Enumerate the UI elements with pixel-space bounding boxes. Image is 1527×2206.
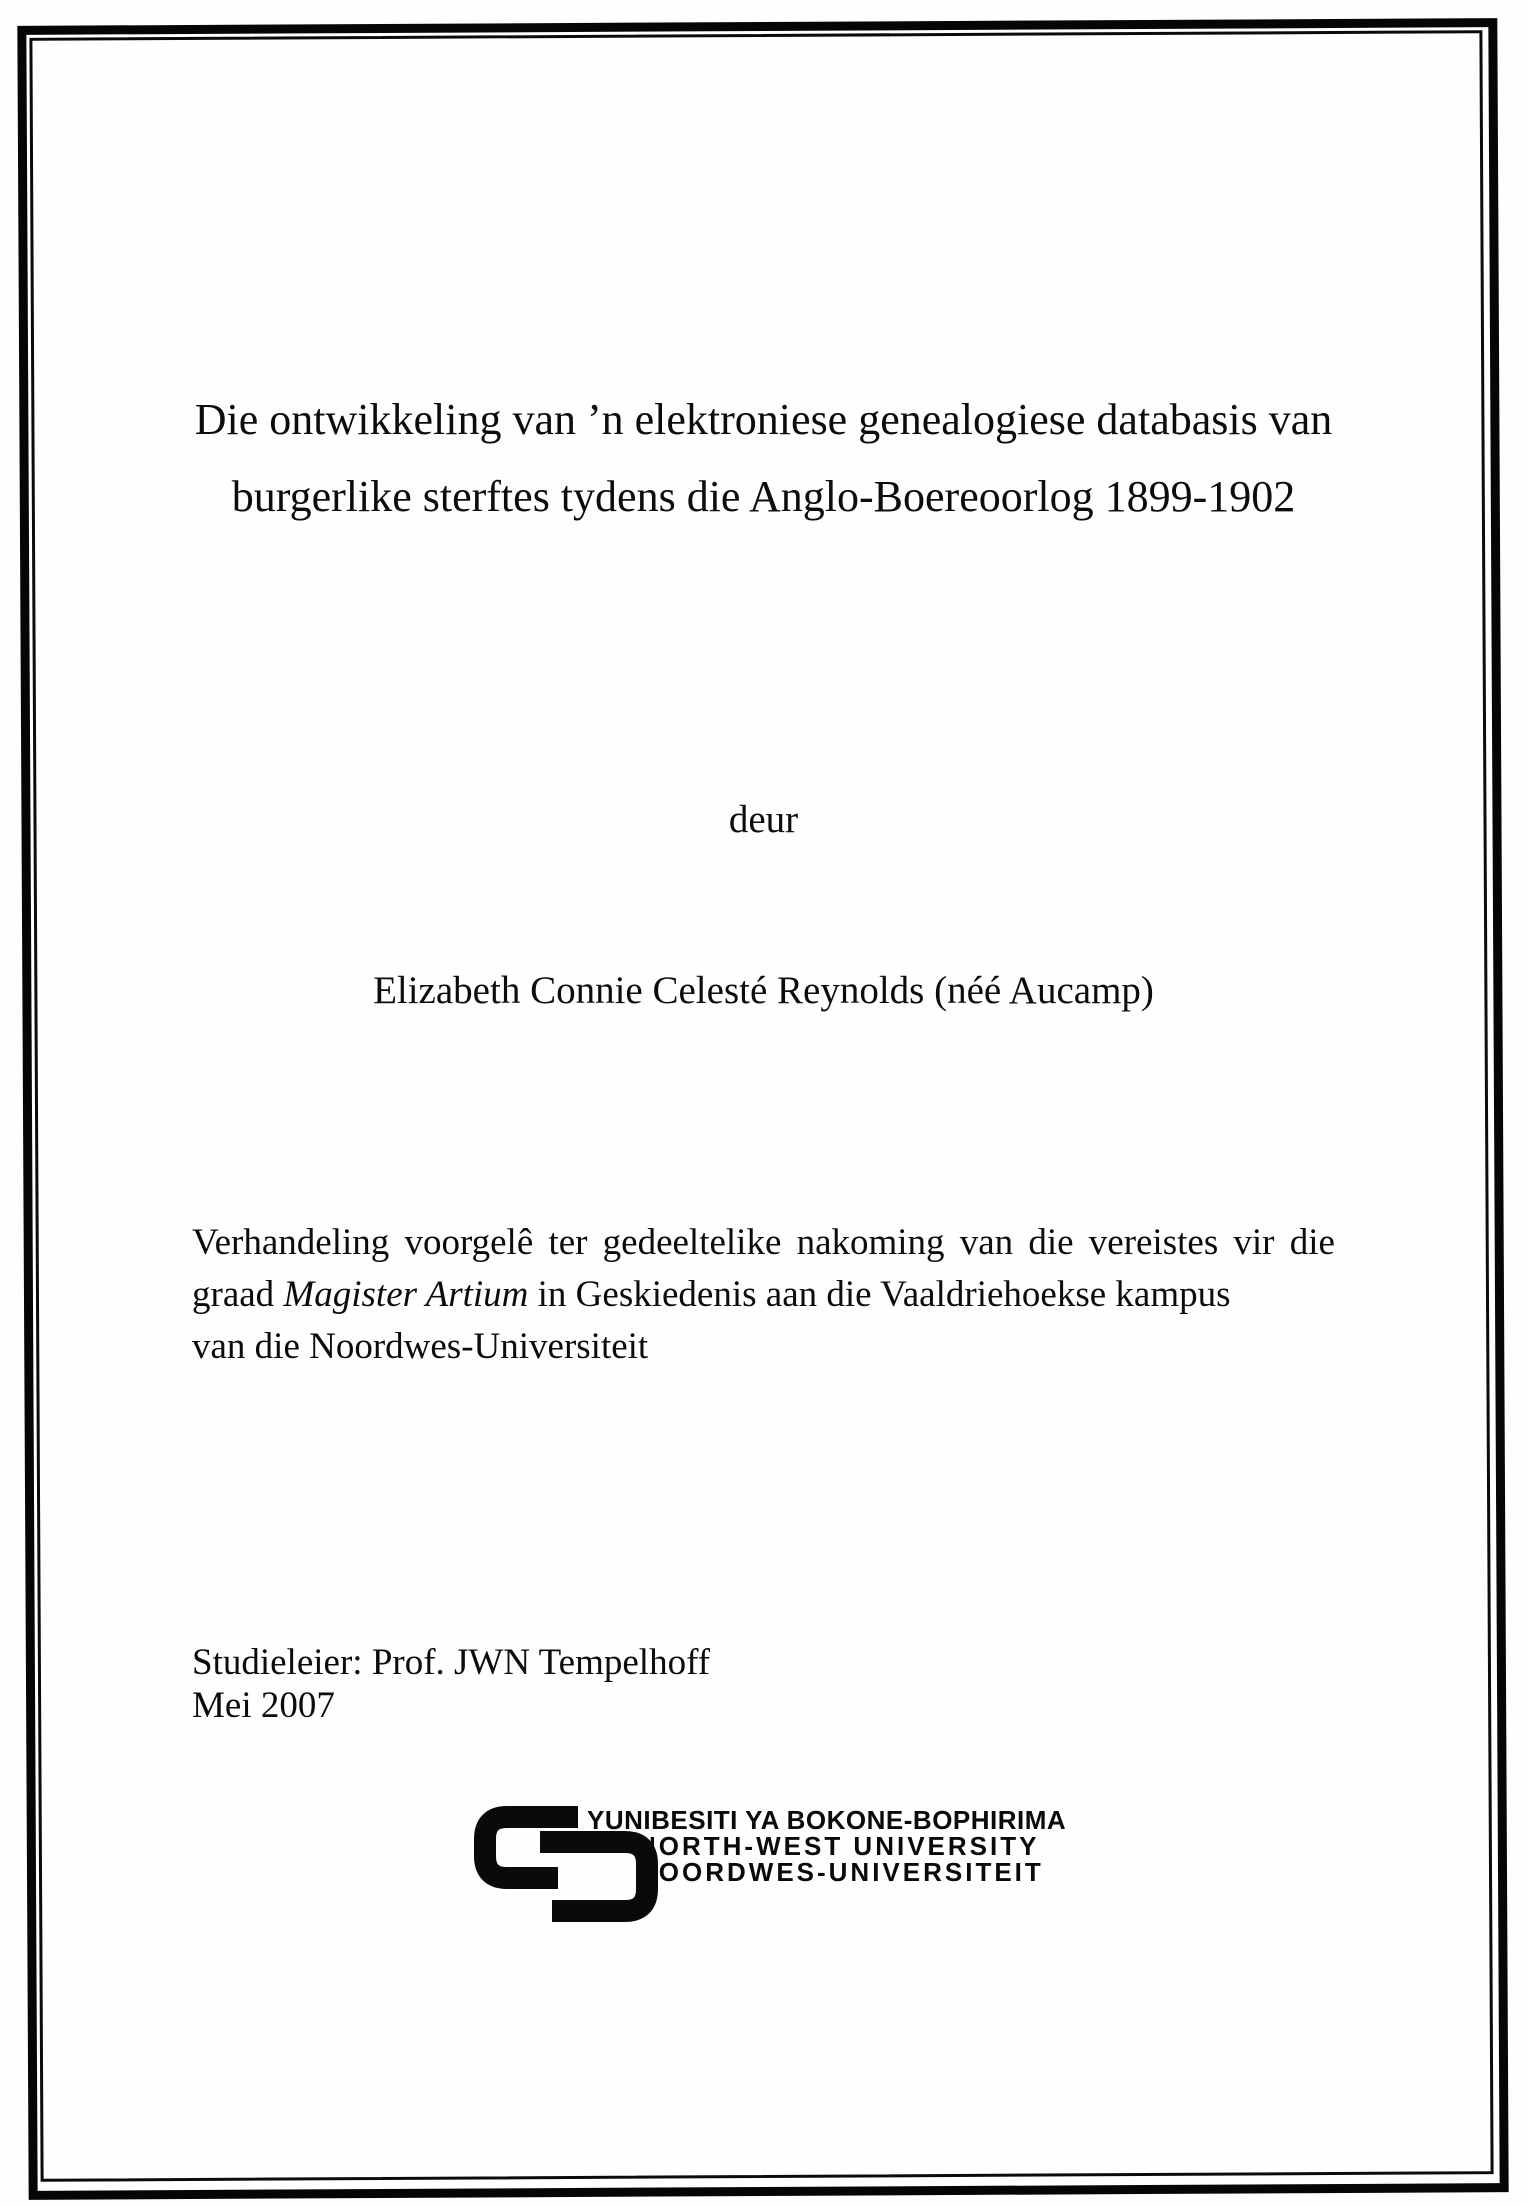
- statement-word: vereistes: [1088, 1222, 1219, 1263]
- degree-statement: [192, 1217, 1335, 1373]
- degree-name-italic: Magister Artium: [283, 1274, 529, 1315]
- logo-name-english: NORTH-WEST UNIVERSITY: [637, 1831, 1040, 1861]
- statement-text: in Geskiedenis aan die Vaaldriehoekse kampus: [537, 1274, 1231, 1315]
- university-logo: [468, 1802, 1068, 1932]
- logo-name-setswana: YUNIBESITI YA BOKONE-BOPHIRIMA: [587, 1805, 1067, 1835]
- byline-label: deur: [728, 798, 799, 841]
- thesis-title-line-2: burgerlike sterftes tydens die Anglo-Boereoorlog 1899-1902: [231, 472, 1296, 521]
- thesis-title: [40, 381, 1487, 535]
- statement-word: Verhandeling: [192, 1222, 390, 1263]
- thesis-title-line-1: Die ontwikkeling van ’n elektroniese genealogiese databasis van: [194, 395, 1333, 444]
- date-line: Mei 2007: [192, 1685, 335, 1726]
- logo-name-afrikaans: NOORDWES-UNIVERSITEIT: [637, 1857, 1044, 1887]
- statement-word: ter: [548, 1222, 588, 1263]
- degree-statement-line-1: [192, 1217, 1335, 1269]
- supervisor-line: Studieleier: Prof. JWN Tempelhoff: [192, 1642, 711, 1683]
- statement-word: vir: [1233, 1222, 1275, 1263]
- author-name: Elizabeth Connie Celesté Reynolds (néé Aucamp): [373, 969, 1154, 1012]
- degree-statement-line-3: van die Noordwes-Universiteit: [192, 1326, 649, 1367]
- degree-statement-line-2: [192, 1269, 1335, 1321]
- university-logo-text: [587, 1807, 1066, 1885]
- supervisor-block: [192, 1641, 710, 1727]
- statement-word: gedeeltelike: [602, 1222, 782, 1263]
- statement-word: van: [959, 1222, 1014, 1263]
- statement-word: die: [1289, 1222, 1335, 1263]
- statement-word: nakoming: [796, 1222, 945, 1263]
- statement-text: graad: [192, 1274, 275, 1315]
- statement-word: voorgelê: [404, 1222, 534, 1263]
- statement-word: die: [1028, 1222, 1074, 1263]
